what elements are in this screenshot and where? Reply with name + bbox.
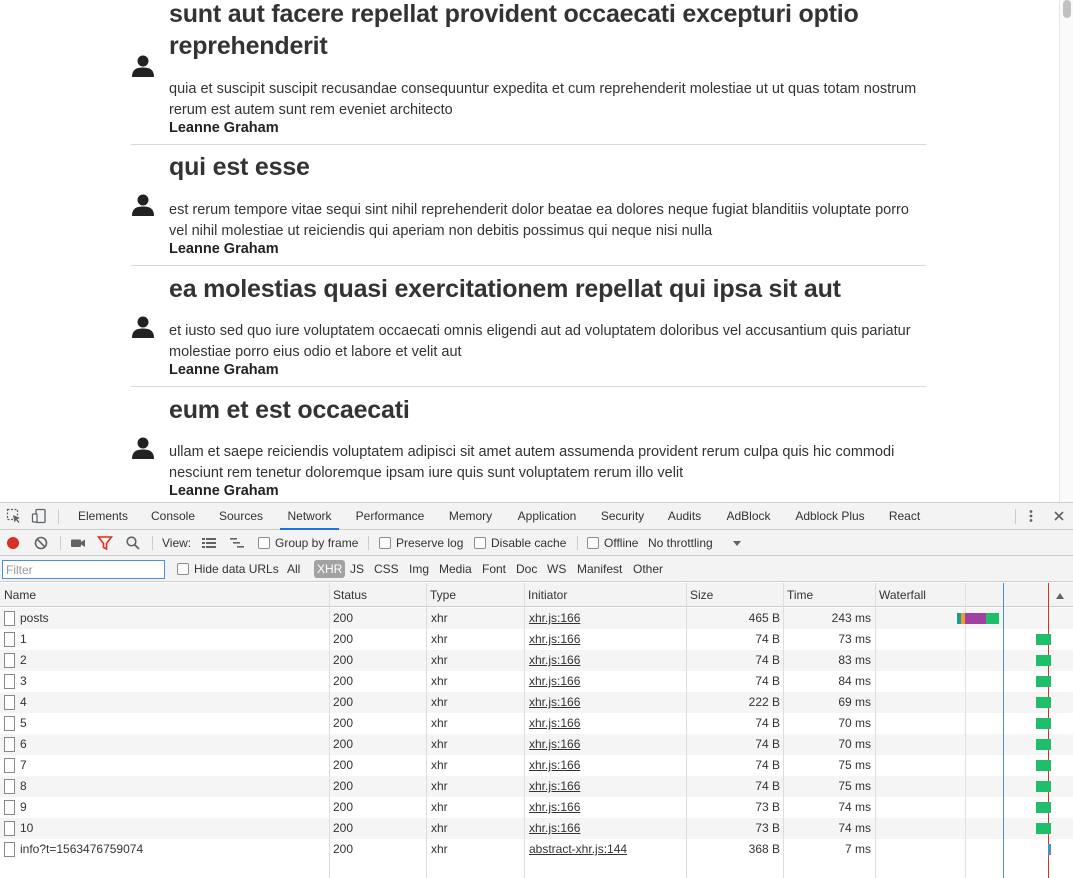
filter-type-all[interactable]: All <box>287 562 301 576</box>
filter-type-ws[interactable]: WS <box>547 562 567 576</box>
cell-initiator[interactable]: xhr.js:166 <box>529 737 581 751</box>
scrollbar-thumb[interactable] <box>1063 0 1071 18</box>
tab-audits[interactable]: Audits <box>667 509 702 523</box>
cell-size: 74 B <box>755 737 780 751</box>
record-icon[interactable] <box>5 535 21 551</box>
cell-initiator[interactable]: xhr.js:166 <box>529 800 581 814</box>
waterfall-receive-bar <box>986 613 999 624</box>
post-item <box>131 386 926 502</box>
table-row[interactable] <box>0 755 1073 776</box>
waterfall-gridline <box>965 583 966 878</box>
waterfall-receive-bar <box>1036 676 1051 687</box>
table-row[interactable] <box>0 650 1073 671</box>
table-row[interactable] <box>0 692 1073 713</box>
network-requests-table <box>0 583 1073 878</box>
network-toolbar <box>0 530 1073 556</box>
inspect-element-icon[interactable] <box>6 508 22 524</box>
waterfall-receive-bar <box>1036 655 1051 666</box>
view-label: View: <box>162 536 192 550</box>
cell-size: 74 B <box>755 653 780 667</box>
post-body: quia et suscipit suscipit recusandae consequuntur expedita et cum reprehenderit molestiae ut ut quas totam nostrum rerum est autem sunt rem eveniet architecto <box>169 81 917 118</box>
post-author: Leanne Graham <box>169 120 279 136</box>
user-icon <box>131 315 155 339</box>
cell-status: 200 <box>333 737 354 751</box>
cell-time: 84 ms <box>838 674 871 688</box>
cell-type: xhr <box>431 758 448 772</box>
toolbar-divider <box>577 536 578 550</box>
preserve-log-checkbox[interactable] <box>379 537 391 549</box>
post-item <box>131 0 926 145</box>
cell-type: xhr <box>431 842 448 856</box>
offline-label: Offline <box>604 536 639 550</box>
sort-ascending-icon[interactable] <box>1055 591 1065 601</box>
table-row[interactable] <box>0 713 1073 734</box>
cell-size: 74 B <box>755 632 780 646</box>
cell-status: 200 <box>333 842 354 856</box>
post-body: est rerum tempore vitae sequi sint nihil reprehenderit dolor beatae ea dolores neque fugiat blanditiis voluptate porro vel nihil molestiae ut reiciendis qui aperiam non debitis possimus qui neque nisi nulla <box>169 202 909 239</box>
waterfall-receive-bar <box>1036 739 1051 750</box>
tab-sources[interactable]: Sources <box>218 509 264 523</box>
cell-status: 200 <box>333 632 354 646</box>
cell-initiator[interactable]: xhr.js:166 <box>529 611 581 625</box>
column-header-name[interactable]: Name <box>4 588 37 602</box>
cell-type: xhr <box>431 695 448 709</box>
cell-type: xhr <box>431 611 448 625</box>
disable-cache-checkbox[interactable] <box>474 537 486 549</box>
cell-name: 5 <box>20 716 27 730</box>
column-header-status[interactable]: Status <box>333 588 368 602</box>
file-icon <box>4 611 15 626</box>
group-by-frame-label: Group by frame <box>275 536 359 550</box>
post-title: ea molestias quasi exercitationem repellat qui ipsa sit aut <box>169 275 841 303</box>
user-icon <box>131 54 155 78</box>
cell-status: 200 <box>333 779 354 793</box>
cell-size: 368 B <box>748 842 780 856</box>
file-icon <box>4 716 15 731</box>
cell-name: 10 <box>20 821 34 835</box>
cell-name: 4 <box>20 695 27 709</box>
cell-initiator[interactable]: xhr.js:166 <box>529 821 581 835</box>
tab-application[interactable]: Application <box>517 509 577 523</box>
cell-time: 75 ms <box>838 779 871 793</box>
column-divider[interactable] <box>426 583 427 878</box>
dom-content-loaded-line <box>1003 583 1004 878</box>
cell-name: posts <box>20 611 49 625</box>
column-divider[interactable] <box>686 583 687 878</box>
file-icon <box>4 632 15 647</box>
tab-elements[interactable]: Elements <box>77 509 129 523</box>
cell-size: 74 B <box>755 758 780 772</box>
filter-type-other[interactable]: Other <box>633 562 664 576</box>
waterfall-receive-bar <box>1036 823 1051 834</box>
cell-type: xhr <box>431 632 448 646</box>
table-row[interactable] <box>0 734 1073 755</box>
tab-security[interactable]: Security <box>600 509 645 523</box>
column-divider[interactable] <box>783 583 784 878</box>
preserve-log-label: Preserve log <box>396 536 464 550</box>
tab-performance[interactable]: Performance <box>355 509 425 523</box>
page-scrollbar[interactable] <box>1059 0 1073 502</box>
cell-time: 70 ms <box>838 716 871 730</box>
table-row[interactable] <box>0 776 1073 797</box>
waterfall-receive-bar <box>1036 697 1051 708</box>
file-icon <box>4 800 15 815</box>
group-by-frame-checkbox[interactable] <box>258 537 270 549</box>
column-header-waterfall[interactable]: Waterfall <box>879 588 926 602</box>
waterfall-receive-bar <box>1036 781 1051 792</box>
file-icon <box>4 737 15 752</box>
cell-size: 465 B <box>748 611 780 625</box>
offline-checkbox[interactable] <box>587 537 599 549</box>
cell-status: 200 <box>333 716 354 730</box>
post-body: et iusto sed quo iure voluptatem occaecati omnis eligendi aut ad voluptatem doloribus vel accusantium quis pariatur molestiae porro eius odio et labore et velit aut <box>169 323 911 360</box>
user-icon <box>131 436 155 460</box>
more-options-icon[interactable] <box>1023 508 1039 524</box>
cell-initiator[interactable]: xhr.js:166 <box>529 716 581 730</box>
file-icon <box>4 674 15 689</box>
cell-time: 7 ms <box>844 842 871 856</box>
table-row[interactable] <box>0 839 1073 860</box>
cell-type: xhr <box>431 821 448 835</box>
filter-type-xhr[interactable]: XHR <box>314 560 345 578</box>
filter-type-js[interactable]: JS <box>350 562 365 576</box>
hide-data-urls-label: Hide data URLs <box>194 562 279 576</box>
hide-data-urls-checkbox[interactable] <box>177 563 189 575</box>
cell-type: xhr <box>431 800 448 814</box>
cell-name: 3 <box>20 674 27 688</box>
post-author: Leanne Graham <box>169 362 279 378</box>
capture-screenshots-icon[interactable] <box>70 535 86 551</box>
cell-name: 7 <box>20 758 27 772</box>
cell-initiator[interactable]: abstract-xhr.js:144 <box>529 842 628 856</box>
column-divider[interactable] <box>524 583 525 878</box>
filter-type-css[interactable]: CSS <box>374 562 399 576</box>
file-icon <box>4 779 15 794</box>
cell-name: 1 <box>20 632 27 646</box>
file-icon <box>4 653 15 668</box>
cell-type: xhr <box>431 779 448 793</box>
cell-status: 200 <box>333 758 354 772</box>
cell-type: xhr <box>431 716 448 730</box>
chevron-down-icon[interactable] <box>729 535 745 551</box>
post-title: sunt aut facere repellat provident occaecati excepturi optio reprehenderit <box>169 0 859 60</box>
filter-type-doc[interactable]: Doc <box>516 562 538 576</box>
cell-initiator[interactable]: xhr.js:166 <box>529 695 581 709</box>
tabbar-divider <box>1015 509 1016 524</box>
devtools-tabbar <box>0 503 1073 530</box>
cell-type: xhr <box>431 653 448 667</box>
network-filter-bar <box>0 556 1073 582</box>
waterfall-receive-bar <box>1036 802 1051 813</box>
search-icon[interactable] <box>125 535 141 551</box>
cell-size: 74 B <box>755 674 780 688</box>
waterfall-receive-bar <box>1036 760 1051 771</box>
tab-console[interactable]: Console <box>150 509 196 523</box>
column-divider[interactable] <box>875 583 876 878</box>
tab-network[interactable]: Network <box>280 503 339 530</box>
throttling-select[interactable]: No throttling <box>648 536 713 550</box>
table-row[interactable] <box>0 608 1073 629</box>
post-author: Leanne Graham <box>169 241 279 257</box>
cell-time: 75 ms <box>838 758 871 772</box>
cell-status: 200 <box>333 800 354 814</box>
user-icon <box>131 193 155 217</box>
overview-icon[interactable] <box>229 535 245 551</box>
cell-initiator[interactable]: xhr.js:166 <box>529 779 581 793</box>
cell-size: 74 B <box>755 779 780 793</box>
filter-icon[interactable] <box>97 535 113 551</box>
cell-name: info?t=1563476759074 <box>20 842 144 856</box>
table-row[interactable] <box>0 629 1073 650</box>
waterfall-receive-bar <box>1048 844 1051 855</box>
cell-time: 83 ms <box>838 653 871 667</box>
column-header-type[interactable]: Type <box>430 588 457 602</box>
post-body: ullam et saepe reiciendis voluptatem adipisci sit amet autem assumenda provident rerum culpa quis hic commodi nesciunt rem tenetur doloremque ipsam iure quis sunt voluptatem rerum illo velit <box>169 444 895 481</box>
tabbar-divider <box>58 509 59 524</box>
column-divider[interactable] <box>329 583 330 878</box>
cell-time: 73 ms <box>838 632 871 646</box>
column-header-size[interactable]: Size <box>690 588 714 602</box>
table-row[interactable] <box>0 818 1073 839</box>
cell-time: 74 ms <box>838 800 871 814</box>
cell-status: 200 <box>333 674 354 688</box>
disable-cache-label: Disable cache <box>491 536 567 550</box>
tab-adblock-plus[interactable]: Adblock Plus <box>795 509 865 523</box>
cell-name: 9 <box>20 800 27 814</box>
cell-type: xhr <box>431 737 448 751</box>
tab-react[interactable]: React <box>888 509 921 523</box>
cell-size: 73 B <box>755 821 780 835</box>
cell-name: 2 <box>20 653 27 667</box>
waterfall-receive-bar <box>1036 634 1051 645</box>
filter-type-img[interactable]: Img <box>409 562 430 576</box>
cell-status: 200 <box>333 821 354 835</box>
filter-type-manifest[interactable]: Manifest <box>577 562 623 576</box>
device-toolbar-icon[interactable] <box>31 508 47 524</box>
post-title: qui est esse <box>169 153 310 181</box>
column-header-initiator[interactable]: Initiator <box>528 588 568 602</box>
cell-initiator[interactable]: xhr.js:166 <box>529 653 581 667</box>
filter-type-media[interactable]: Media <box>439 562 472 576</box>
column-header-time[interactable]: Time <box>787 588 814 602</box>
file-icon <box>4 842 15 857</box>
cell-initiator[interactable]: xhr.js:166 <box>529 632 581 646</box>
cell-initiator[interactable]: xhr.js:166 <box>529 758 581 772</box>
clear-icon[interactable] <box>33 535 49 551</box>
tab-memory[interactable]: Memory <box>448 509 493 523</box>
toolbar-divider <box>152 536 153 550</box>
table-row[interactable] <box>0 797 1073 818</box>
cell-name: 6 <box>20 737 27 751</box>
filter-type-font[interactable]: Font <box>482 562 507 576</box>
cell-time: 69 ms <box>838 695 871 709</box>
table-row[interactable] <box>0 671 1073 692</box>
post-title: eum et est occaecati <box>169 396 410 424</box>
waterfall-waiting-bar <box>968 613 986 624</box>
file-icon <box>4 821 15 836</box>
cell-name: 8 <box>20 779 27 793</box>
cell-status: 200 <box>333 695 354 709</box>
cell-type: xhr <box>431 674 448 688</box>
post-author: Leanne Graham <box>169 483 279 499</box>
cell-status: 200 <box>333 653 354 667</box>
cell-initiator[interactable]: xhr.js:166 <box>529 674 581 688</box>
cell-time: 74 ms <box>838 821 871 835</box>
cell-size: 74 B <box>755 716 780 730</box>
waterfall-receive-bar <box>1036 718 1051 729</box>
cell-size: 73 B <box>755 800 780 814</box>
cell-time: 70 ms <box>838 737 871 751</box>
table-header <box>0 583 1073 607</box>
large-rows-icon[interactable] <box>201 535 217 551</box>
close-icon[interactable] <box>1051 508 1067 524</box>
cell-status: 200 <box>333 611 354 625</box>
cell-time: 243 ms <box>831 611 871 625</box>
toolbar-divider <box>368 536 369 550</box>
file-icon <box>4 695 15 710</box>
toolbar-divider <box>60 536 61 550</box>
tab-adblock[interactable]: AdBlock <box>726 509 771 523</box>
cell-size: 222 B <box>748 695 780 709</box>
filter-input[interactable] <box>2 560 165 579</box>
file-icon <box>4 758 15 773</box>
devtools-panel <box>0 502 1073 878</box>
